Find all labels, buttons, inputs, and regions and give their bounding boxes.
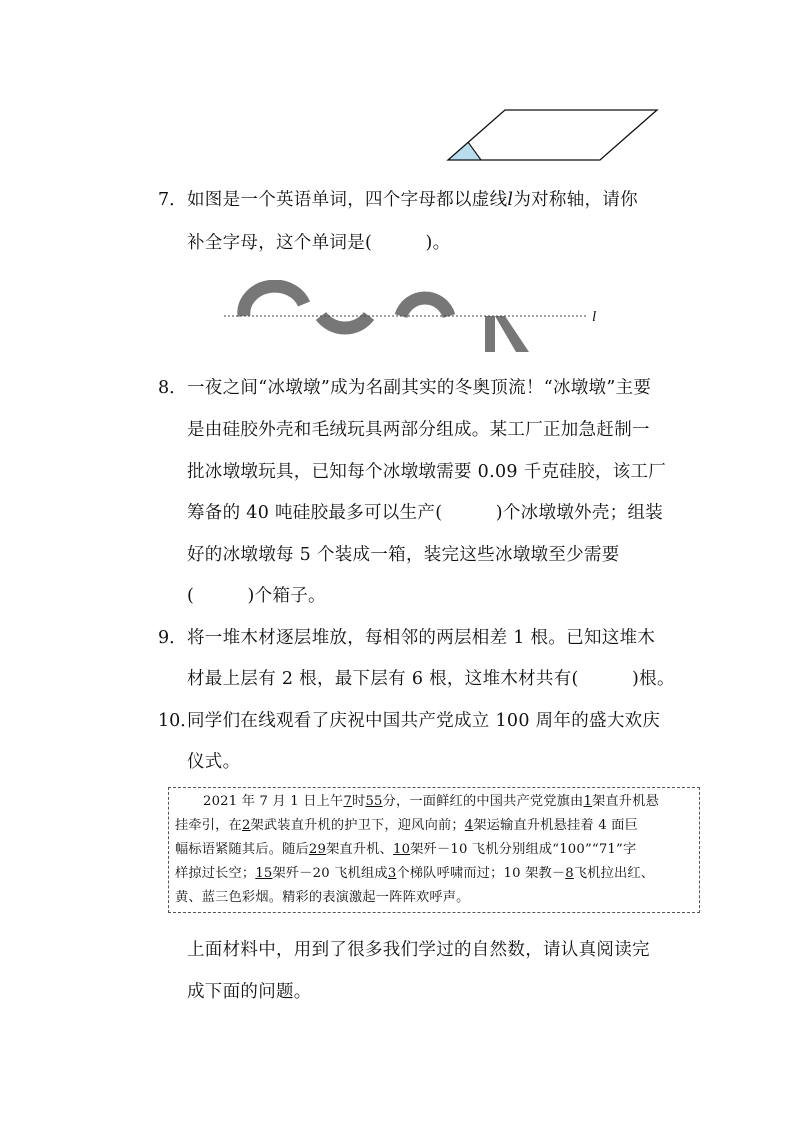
parallelogram-figure <box>440 100 670 170</box>
q9-line-2: 材最上层有 2 根，最下层有 6 根，这堆木材共有( )根。 <box>187 669 675 689</box>
material-line-5: 黄、蓝三色彩烟。精彩的表演激起一阵阵欢呼声。 <box>175 890 470 905</box>
material-line-4: 样掠过长空；15架歼－20 飞机组成3个梯队呼啸而过；10 架教－8飞机拉出红、 <box>175 866 655 881</box>
material-line-1: 2021 年 7 月 1 日上午7时55分，一面鲜红的中国共产党党旗由1架直升机悬 <box>203 794 659 809</box>
q8-line-6: ( )个箱子。 <box>187 586 326 606</box>
q10-line-1: 同学们在线观看了庆祝中国共产党成立 100 周年的盛大欢庆 <box>187 711 661 731</box>
q10-line-2: 仪式。 <box>187 752 241 772</box>
q7-number: 7． <box>158 190 187 210</box>
letter-o-bottom-half <box>321 316 369 328</box>
cook-symmetry-figure <box>220 280 610 360</box>
letter-c-top-half <box>244 286 304 316</box>
material-line-2: 挂牵引，在2架武装直升机的护卫下，迎风向前；4架运输直升机悬挂着 4 面巨 <box>175 818 638 833</box>
q10-after-line-2: 成下面的问题。 <box>187 982 312 1002</box>
q7-line-2: 补全字母，这个单词是( )。 <box>187 233 451 253</box>
q8-number: 8． <box>158 378 187 398</box>
material-line-3: 幅标语紧随其后。随后29架直升机、10架歼－10 飞机分别组成“100”“71”字 <box>175 842 637 857</box>
parallelogram <box>448 110 657 160</box>
q8-line-5: 好的冰墩墩每 5 个装成一箱，装完这些冰墩墩至少需要 <box>187 545 620 565</box>
q7-text-b: 为对称轴，请你 <box>513 190 638 210</box>
axis-variable: l <box>507 190 514 210</box>
q10-after-line-1: 上面材料中，用到了很多我们学过的自然数，请认真阅读完 <box>187 940 650 960</box>
q7-text-a: 如图是一个英语单词，四个字母都以虚线 <box>187 190 508 210</box>
q9-line-1: 将一堆木材逐层堆放，每相邻的两层相差 1 根。已知这堆木 <box>187 628 656 648</box>
material-box <box>168 787 700 913</box>
q8-line-3: 批冰墩墩玩具，已知每个冰墩墩需要 0.09 千克硅胶，该工厂 <box>187 462 667 482</box>
letter-k-stem <box>485 316 495 352</box>
q7-line-1 <box>187 190 638 210</box>
q9-number: 9． <box>158 628 187 648</box>
axis-label: l <box>592 309 597 325</box>
q8-line-4: 筹备的 40 吨硅胶最多可以生产( )个冰墩墩外壳；组装 <box>187 503 664 523</box>
letter-o-top-half <box>401 298 449 316</box>
q8-line-2: 是由硅胶外壳和毛绒玩具两部分组成。某工厂正加急赶制一 <box>187 420 650 440</box>
letter-k-leg <box>495 316 529 352</box>
q10-number: 10． <box>158 711 198 731</box>
q8-line-1: 一夜之间“冰墩墩”成为名副其实的冬奥顶流！“冰墩墩”主要 <box>187 378 652 398</box>
